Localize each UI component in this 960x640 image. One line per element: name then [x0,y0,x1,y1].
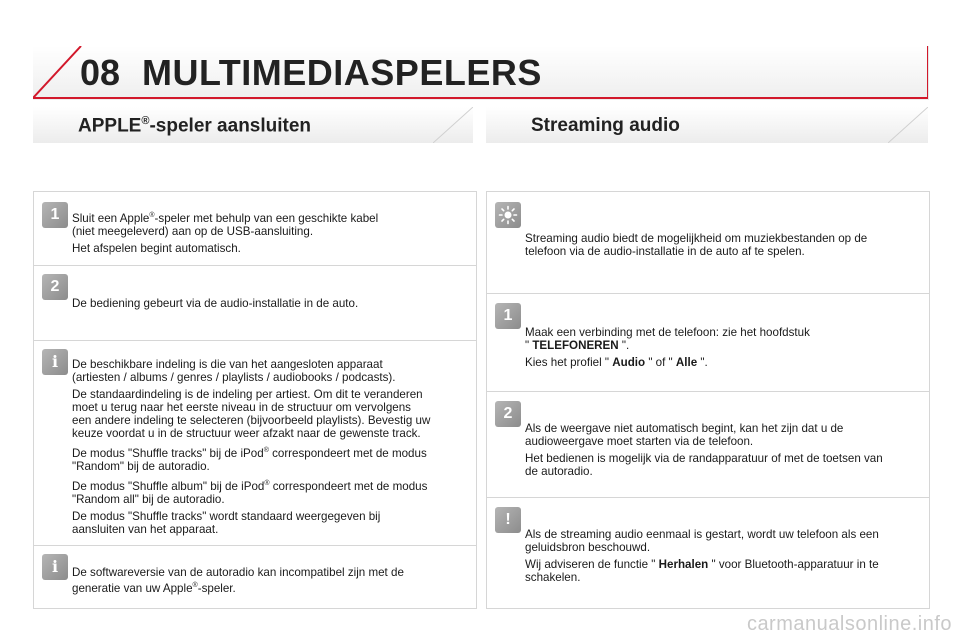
chapter-number: 08 [80,52,121,93]
info-row-2 [34,545,476,608]
info-icon: i [42,554,68,580]
step-row-1 [34,192,476,265]
step-1-badge: 1 [495,303,521,329]
banner-diagonal-right [888,107,928,143]
step-row-1 [487,293,929,392]
step-1-text: Maak een verbinding met de telefoon: zie het hoofdstuk " TELEFONEREN ". Kies het profiel " Audio " of " Alle ". [525,326,810,369]
step-1-text: Sluit een Apple®-speler met behulp van een geschikte kabel (niet meegeleverd) aan op de USB-aansluiting. Het afspelen begint automatisch. [72,211,379,255]
info-icon: i [42,349,68,375]
step-2-badge: 2 [495,401,521,427]
info-row-1 [34,340,476,546]
info-1-text: De beschikbare indeling is die van het aangesloten apparaat (artiesten / albums / genres / playlists / audiobooks / podcasts). De standaardindeling is de indeling per artiest. Om dit te veranderen moet u terug naar het eerste niveau in de structuur om vervolgens een andere indeling te selecteren (bijvoorbeeld playlists). Bevestig uw keuze voordat u in de structuur weer afzakt naar de gewenste track. De modus "Shuffle tracks" bij de iPod® correspondeert met de modus "Random" bij de autoradio. De modus "Shuffle album" bij de iPod® correspondeert met de modus "Random all" bij de autoradio. De modus "Shuffle tracks" wordt standaard weergegeven bij aansluiten van het apparaat. [72,358,431,536]
warning-icon: ! [495,507,521,533]
info-2-text: De softwareversie van de autoradio kan incompatibel zijn met de generatie van uw Apple®-speler. [72,566,404,595]
right-panel [486,191,930,609]
chapter-title: MULTIMEDIASPELERS [142,52,542,93]
tip-text: Streaming audio biedt de mogelijkheid om muziekbestanden op de telefoon via de audio-installatie in de auto af te spelen. [525,232,868,258]
section-title-right: Streaming audio [531,115,680,136]
warning-row [487,497,929,608]
step-row-2 [487,391,929,498]
left-panel [33,191,477,609]
section-banner-right [486,107,928,143]
step-row-2 [34,265,476,341]
banner-diagonal-left [433,107,473,143]
warning-text: Als de streaming audio eenmaal is gestart, wordt uw telefoon als een geluidsbron beschouwd. Wij adviseren de functie " Herhalen " voor Bluetooth-apparatuur in te schakelen. [525,528,879,584]
step-2-text: Als de weergave niet automatisch begint, kan het zijn dat u de audioweergave moet starten via de telefoon. Het bedienen is mogelijk via de randapparatuur of met de toetsen van de autoradio. [525,422,883,478]
step-1-badge: 1 [42,202,68,228]
sun-icon [495,202,521,228]
step-2-text: De bediening gebeurt via de audio-installatie in de auto. [72,297,359,310]
tip-row [487,192,929,293]
section-title-left: APPLE®-speler aansluiten [78,115,312,137]
section-banner-left [33,107,473,143]
step-2-badge: 2 [42,274,68,300]
watermark: carmanualsonline.info [746,613,952,635]
